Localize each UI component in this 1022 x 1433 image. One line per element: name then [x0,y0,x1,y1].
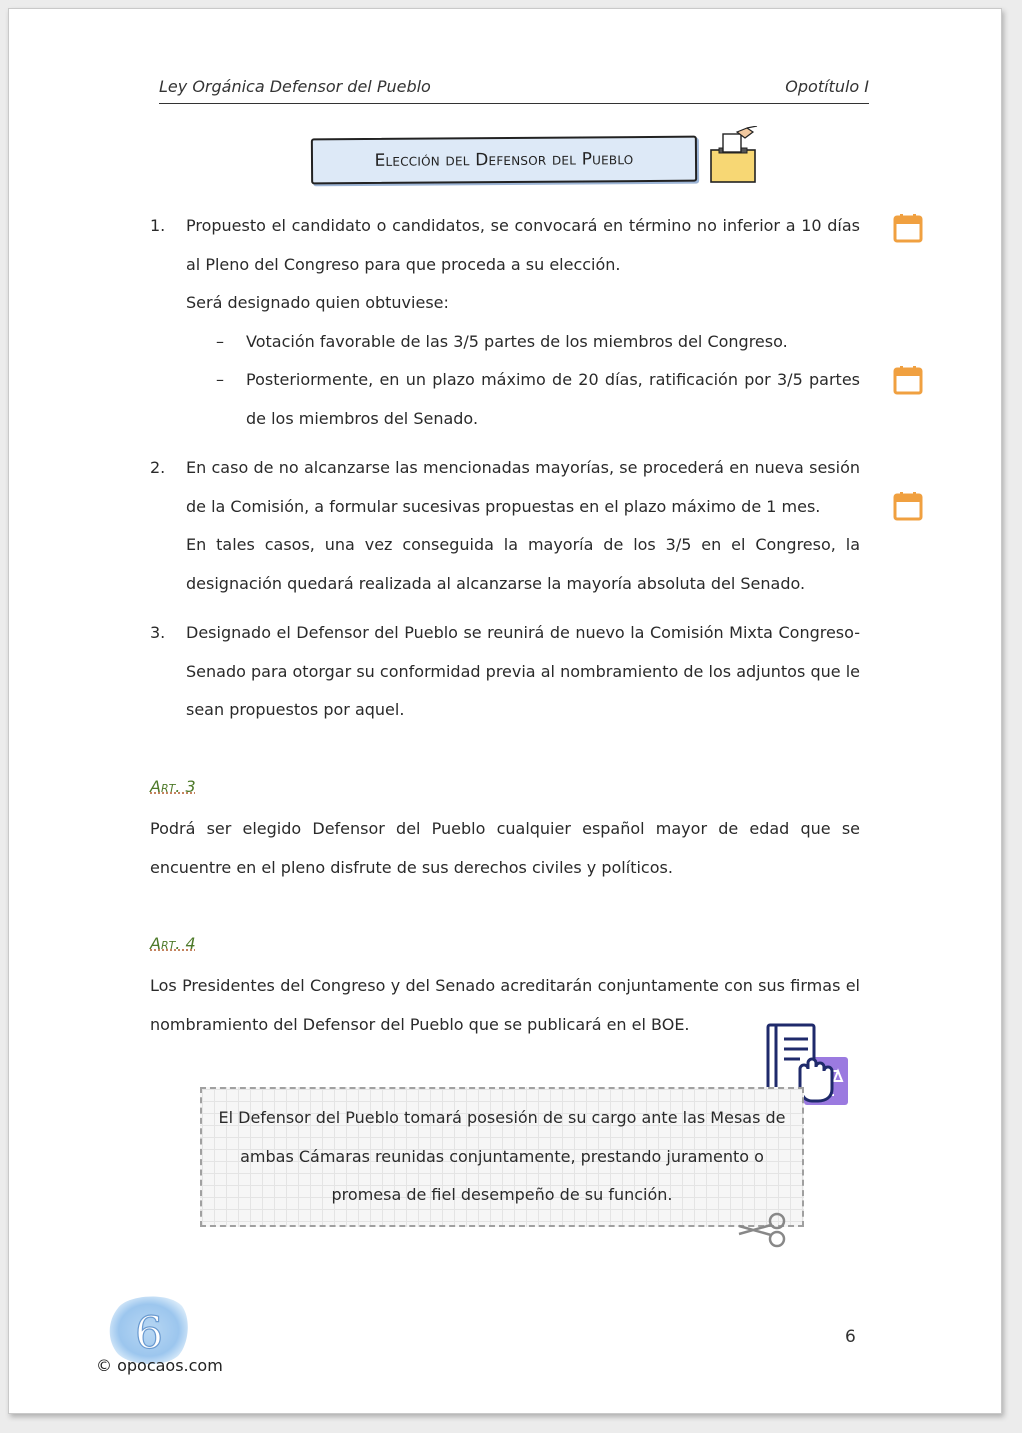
item-text: En caso de no alcanzarse las mencionadas mayorías, se procederá en nueva sesión de la Comisión, a formular sucesivas propuestas en el plazo máximo de 1 mes. [186,458,860,516]
item-text: Designado el Defensor del Pueblo se reunirá de nuevo la Comisión Mixta Congreso-Senado para otorgar su conformidad previa al nombramiento de los adjuntos que le sean propuestos por aquel. [186,623,860,719]
section-title: Elección del Defensor del Pueblo [311,136,697,185]
item-text: Será designado quien obtuviese: [186,293,449,312]
item-number: 3. [150,623,166,642]
header-title: Ley Orgánica Defensor del Pueblo [159,77,431,96]
sub-item [216,361,860,438]
list-item-1 [150,207,860,438]
article-label: Art. 3 [150,777,196,796]
item-number: 2. [150,458,166,477]
header-section: Opotítulo I [785,77,869,96]
sub-item-text: Posteriormente, en un plazo máximo de 20 días, ratificación por 3/5 partes de los miembros del Senado. [246,370,860,428]
article-text: Los Presidentes del Congreso y del Senado acreditarán conjuntamente con sus firmas el nombramiento del Defensor del Pueblo que se publicará en el BOE. [150,976,860,1034]
note-text: El Defensor del Pueblo tomará posesión de su cargo ante las Mesas de [218,1108,786,1127]
page-header [159,77,869,104]
page-number: 6 [845,1327,856,1347]
dash-bullet: – [216,370,224,389]
calendar-icon [893,365,923,395]
note-text: ambas Cámaras reunidas conjuntamente, prestando juramento o [240,1146,764,1166]
sub-item-text: Votación favorable de las 3/5 partes de los miembros del Congreso. [246,331,788,351]
article-text: Podrá ser elegido Defensor del Pueblo cualquier español mayor de edad que se encuentre en el pleno disfrute de sus derechos civiles y políticos. [150,819,860,877]
ballot-box-icon [707,126,759,184]
sub-item [216,323,860,362]
list-item-2 [150,449,860,603]
item-text: En tales casos, una vez conseguida la mayoría de los 3/5 en el Congreso, la designación quedará realizada al alcanzarse la mayoría absoluta del Senado. [186,535,860,593]
note-box [200,1087,804,1227]
list-item-3 [150,614,860,730]
item-text: Propuesto el candidato o candidatos, se convocará en término no inferior a 10 días al Pleno del Congreso para que proceda a su elección. [186,216,860,274]
article-label: Art. 4 [150,934,196,953]
copyright-text: © opocaos.com [96,1356,223,1375]
scissors-icon [737,1212,789,1248]
calendar-icon [893,213,923,243]
item-number: 1. [150,216,166,235]
calendar-icon [893,491,923,521]
logo-glyph: 6 [135,1308,163,1359]
note-text: promesa de fiel desempeño de su función. [331,1185,673,1204]
dash-bullet: – [216,331,224,351]
